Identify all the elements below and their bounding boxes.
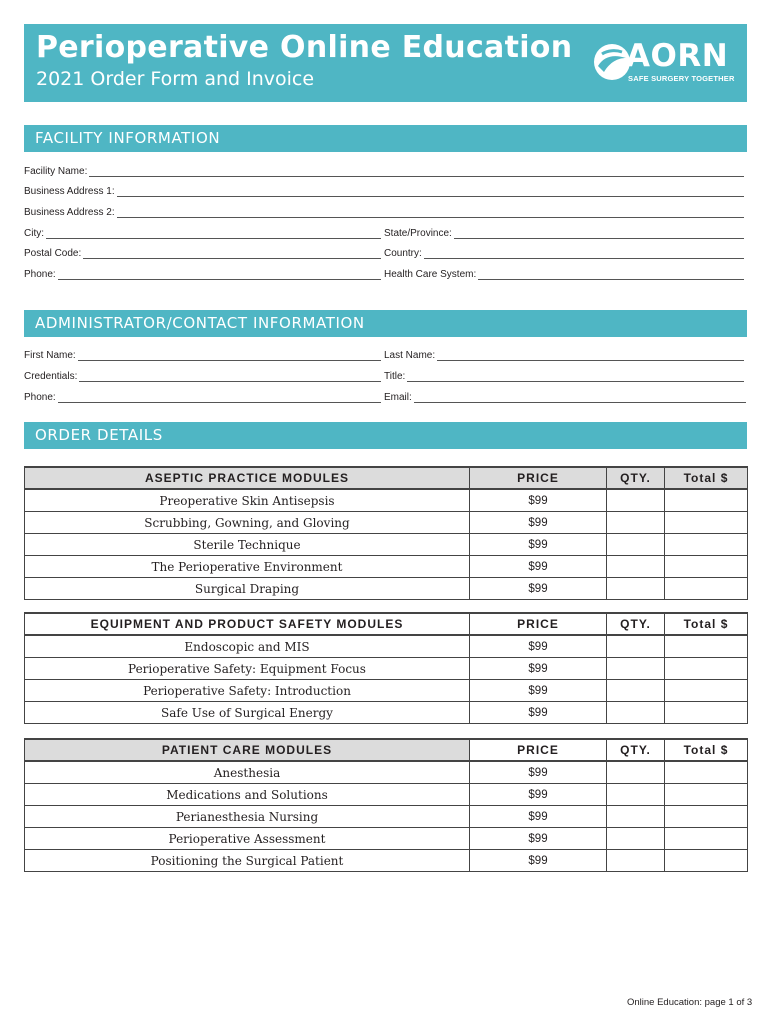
first-name-line[interactable] xyxy=(78,350,381,361)
module-name: Anesthesia xyxy=(25,761,470,784)
health-care-system-label: Health Care System: xyxy=(384,269,477,280)
qty-cell[interactable] xyxy=(607,658,665,680)
module-name: Endoscopic and MIS xyxy=(25,635,470,658)
total-heading: Total $ xyxy=(665,613,748,635)
facility-phone-line[interactable] xyxy=(58,269,381,280)
table-row xyxy=(25,658,748,680)
qty-cell[interactable] xyxy=(607,761,665,784)
qty-cell[interactable] xyxy=(607,702,665,724)
price-heading: PRICE xyxy=(470,613,607,635)
title-field[interactable] xyxy=(384,369,744,383)
credentials-field[interactable] xyxy=(24,369,381,383)
credentials-label: Credentials: xyxy=(24,371,78,382)
module-price: $99 xyxy=(470,761,607,784)
facility-section-header xyxy=(24,125,747,152)
price-heading: PRICE xyxy=(470,739,607,761)
table-row xyxy=(25,534,748,556)
table-row xyxy=(25,556,748,578)
total-cell[interactable] xyxy=(665,702,748,724)
module-price: $99 xyxy=(470,512,607,534)
facility-name-label: Facility Name: xyxy=(24,166,88,177)
country-field[interactable] xyxy=(384,246,744,260)
qty-cell[interactable] xyxy=(607,512,665,534)
total-cell[interactable] xyxy=(665,761,748,784)
business-address-2-field[interactable] xyxy=(24,205,744,219)
email-line[interactable] xyxy=(414,392,746,403)
module-heading: ASEPTIC PRACTICE MODULES xyxy=(25,467,470,489)
total-cell[interactable] xyxy=(665,806,748,828)
total-cell[interactable] xyxy=(665,784,748,806)
patient-care-table xyxy=(24,738,748,872)
first-name-field[interactable] xyxy=(24,348,381,362)
module-price: $99 xyxy=(470,489,607,512)
table-header-row xyxy=(25,467,748,489)
module-name: Perioperative Safety: Introduction xyxy=(25,680,470,702)
page-footer: Online Education: page 1 of 3 xyxy=(627,997,753,1008)
table-header-row xyxy=(25,739,748,761)
table-row xyxy=(25,761,748,784)
module-price: $99 xyxy=(470,702,607,724)
contact-section-header xyxy=(24,310,747,337)
qty-heading: QTY. xyxy=(607,613,665,635)
module-heading: PATIENT CARE MODULES xyxy=(25,739,470,761)
state-label: State/Province: xyxy=(384,228,452,239)
order-section-title: ORDER DETAILS xyxy=(35,426,163,444)
module-name: Perianesthesia Nursing xyxy=(25,806,470,828)
business-address-2-line[interactable] xyxy=(117,207,744,218)
price-heading: PRICE xyxy=(470,467,607,489)
module-name: Perioperative Safety: Equipment Focus xyxy=(25,658,470,680)
total-cell[interactable] xyxy=(665,658,748,680)
qty-cell[interactable] xyxy=(607,578,665,600)
qty-heading: QTY. xyxy=(607,467,665,489)
module-price: $99 xyxy=(470,534,607,556)
state-field[interactable] xyxy=(384,226,744,240)
table-row xyxy=(25,850,748,872)
country-line[interactable] xyxy=(424,248,744,259)
qty-cell[interactable] xyxy=(607,489,665,512)
facility-phone-field[interactable] xyxy=(24,267,381,281)
module-name: Preoperative Skin Antisepsis xyxy=(25,489,470,512)
postal-code-field[interactable] xyxy=(24,246,381,260)
module-name: Surgical Draping xyxy=(25,578,470,600)
qty-cell[interactable] xyxy=(607,806,665,828)
contact-phone-field[interactable] xyxy=(24,390,381,404)
module-name: Positioning the Surgical Patient xyxy=(25,850,470,872)
state-line[interactable] xyxy=(454,228,744,239)
table-row xyxy=(25,489,748,512)
health-care-system-field[interactable] xyxy=(384,267,744,281)
business-address-1-field[interactable] xyxy=(24,184,744,198)
postal-code-line[interactable] xyxy=(83,248,381,259)
order-section-header xyxy=(24,422,747,449)
contact-section-title: ADMINISTRATOR/CONTACT INFORMATION xyxy=(35,314,365,332)
aorn-logo-tagline: SAFE SURGERY TOGETHER xyxy=(628,74,735,83)
country-label: Country: xyxy=(384,248,422,259)
title-label: Title: xyxy=(384,371,406,382)
table-row xyxy=(25,635,748,658)
total-heading: Total $ xyxy=(665,739,748,761)
qty-heading: QTY. xyxy=(607,739,665,761)
aorn-logo-text: AORN xyxy=(626,38,729,74)
facility-phone-label: Phone: xyxy=(24,269,56,280)
qty-cell[interactable] xyxy=(607,784,665,806)
aseptic-practice-table xyxy=(24,466,748,600)
total-cell[interactable] xyxy=(665,828,748,850)
facility-name-field[interactable] xyxy=(24,164,744,178)
page-header xyxy=(24,24,747,102)
facility-section-title: FACILITY INFORMATION xyxy=(35,129,221,147)
page-title: Perioperative Online Education xyxy=(36,30,573,65)
table-row xyxy=(25,784,748,806)
module-name: Medications and Solutions xyxy=(25,784,470,806)
title-line[interactable] xyxy=(407,371,744,382)
business-address-2-label: Business Address 2: xyxy=(24,207,115,218)
module-price: $99 xyxy=(470,850,607,872)
module-price: $99 xyxy=(470,556,607,578)
total-cell[interactable] xyxy=(665,556,748,578)
equipment-safety-table xyxy=(24,612,748,724)
module-heading: EQUIPMENT AND PRODUCT SAFETY MODULES xyxy=(25,613,470,635)
page-subtitle: 2021 Order Form and Invoice xyxy=(36,68,315,90)
table-row xyxy=(25,578,748,600)
total-cell[interactable] xyxy=(665,850,748,872)
qty-cell[interactable] xyxy=(607,635,665,658)
total-heading: Total $ xyxy=(665,467,748,489)
qty-cell[interactable] xyxy=(607,556,665,578)
total-cell[interactable] xyxy=(665,578,748,600)
module-price: $99 xyxy=(470,635,607,658)
qty-cell[interactable] xyxy=(607,680,665,702)
city-field[interactable] xyxy=(24,226,381,240)
first-name-label: First Name: xyxy=(24,350,76,361)
module-name: Sterile Technique xyxy=(25,534,470,556)
business-address-1-line[interactable] xyxy=(117,186,744,197)
module-price: $99 xyxy=(470,806,607,828)
qty-cell[interactable] xyxy=(607,850,665,872)
table-row xyxy=(25,702,748,724)
module-name: Scrubbing, Gowning, and Gloving xyxy=(25,512,470,534)
module-name: The Perioperative Environment xyxy=(25,556,470,578)
total-cell[interactable] xyxy=(665,512,748,534)
qty-cell[interactable] xyxy=(607,828,665,850)
module-price: $99 xyxy=(470,658,607,680)
email-field[interactable] xyxy=(384,390,746,404)
contact-phone-label: Phone: xyxy=(24,392,56,403)
module-price: $99 xyxy=(470,680,607,702)
module-price: $99 xyxy=(470,828,607,850)
qty-cell[interactable] xyxy=(607,534,665,556)
module-name: Perioperative Assessment xyxy=(25,828,470,850)
table-row xyxy=(25,828,748,850)
credentials-line[interactable] xyxy=(79,371,381,382)
total-cell[interactable] xyxy=(665,680,748,702)
total-cell[interactable] xyxy=(665,635,748,658)
postal-code-label: Postal Code: xyxy=(24,248,82,259)
table-header-row xyxy=(25,613,748,635)
table-row xyxy=(25,512,748,534)
module-name: Safe Use of Surgical Energy xyxy=(25,702,470,724)
city-line[interactable] xyxy=(46,228,381,239)
last-name-field[interactable] xyxy=(384,348,744,362)
aorn-logo xyxy=(592,40,742,88)
health-care-system-line[interactable] xyxy=(478,269,744,280)
city-label: City: xyxy=(24,228,44,239)
business-address-1-label: Business Address 1: xyxy=(24,186,115,197)
last-name-label: Last Name: xyxy=(384,350,436,361)
table-row xyxy=(25,806,748,828)
total-cell[interactable] xyxy=(665,534,748,556)
last-name-line[interactable] xyxy=(437,350,744,361)
table-row xyxy=(25,680,748,702)
email-label: Email: xyxy=(384,392,412,403)
total-cell[interactable] xyxy=(665,489,748,512)
contact-phone-line[interactable] xyxy=(58,392,381,403)
facility-name-line[interactable] xyxy=(89,166,744,177)
module-price: $99 xyxy=(470,578,607,600)
module-price: $99 xyxy=(470,784,607,806)
